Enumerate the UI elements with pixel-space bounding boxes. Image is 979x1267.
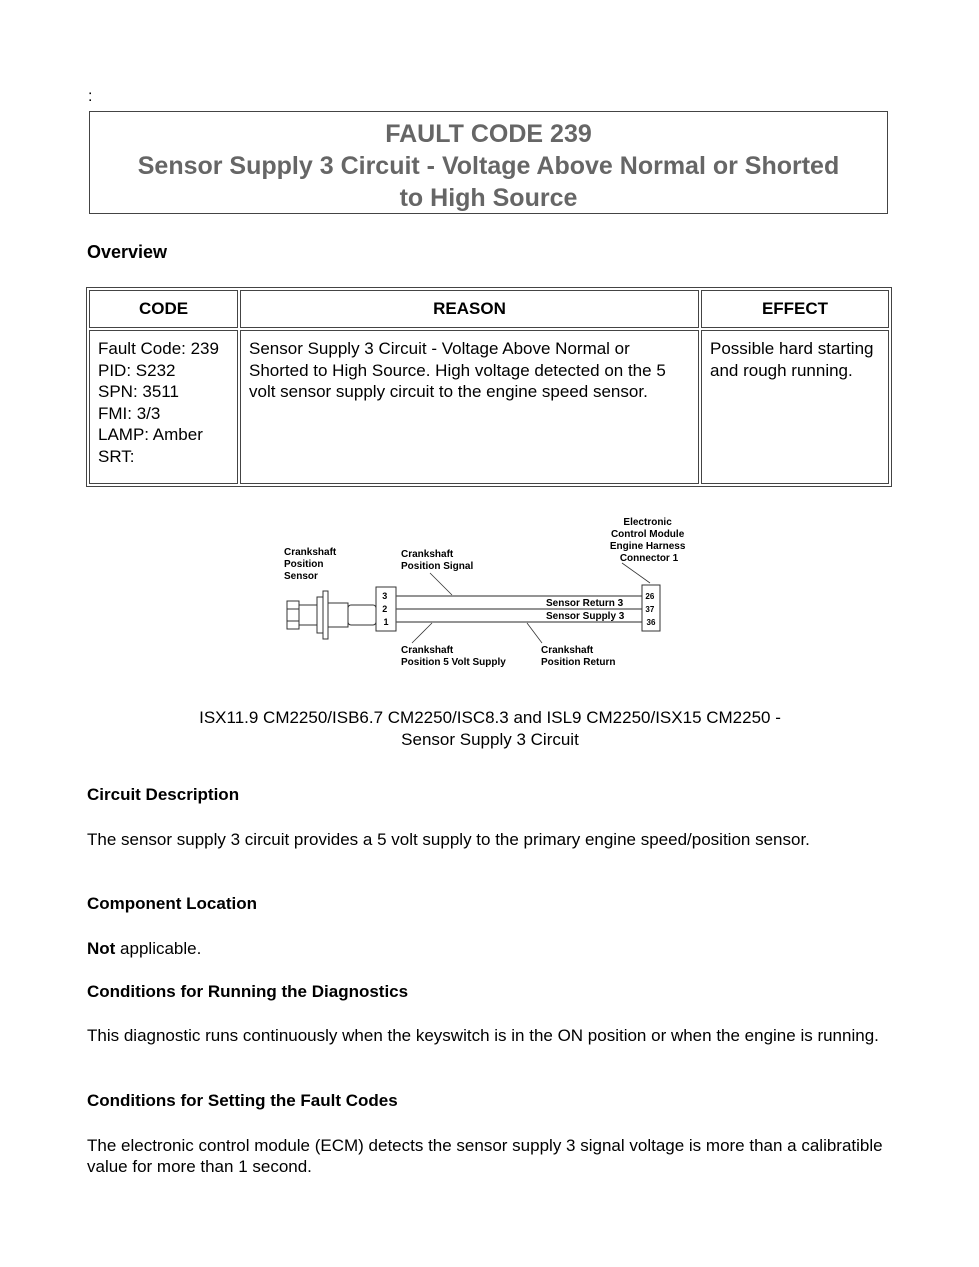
circuit-description-heading: Circuit Description (87, 785, 240, 804)
fault-code-subtitle: Sensor Supply 3 Circuit - Voltage Above Normal or Shorted to High Source (137, 152, 840, 212)
table-row (89, 330, 889, 484)
spn-line: SPN: 3511 (98, 382, 179, 401)
pid-line: PID: S232 (98, 360, 176, 380)
setting-conditions-text: The electronic control module (ECM) detects the sensor supply 3 signal voltage is more than a calibratible value for more than 1 second. (87, 1136, 883, 1176)
sensor-body-icon (287, 591, 376, 639)
lamp-line: LAMP: Amber (98, 425, 203, 444)
right-pin-numbers (645, 592, 656, 627)
pin-label: 37 (645, 605, 655, 614)
component-location-rest: applicable. (115, 939, 202, 958)
reason-cell: Sensor Supply 3 Circuit - Voltage Above Normal or Shorted to High Source. High voltage detected on the 5 volt sensor supply circuit to the engine speed sensor. (240, 330, 699, 484)
position-return-label-line: Position Return (541, 657, 616, 668)
pin-label: 2 (382, 604, 388, 614)
ecm-label-line: Engine Harness (609, 541, 686, 552)
component-location-text (87, 938, 897, 959)
circuit-diagram (282, 513, 702, 708)
position-return-label (541, 645, 615, 668)
supply-5v-label-line: Position 5 Volt Supply (401, 657, 506, 668)
component-location-heading: Component Location (87, 894, 257, 913)
sensor-label-line: Position (284, 559, 324, 570)
column-header-code: CODE (89, 290, 238, 328)
component-location-bold: Not (87, 939, 116, 958)
sensor-return-3-label: Sensor Return 3 (546, 598, 624, 609)
diagram-caption (140, 707, 840, 751)
fault-code-line: Fault Code: 239 (98, 339, 219, 358)
pin-label: 3 (382, 591, 388, 601)
column-header-effect: EFFECT (701, 290, 889, 328)
signal-label-line: Crankshaft (401, 549, 454, 560)
signal-label (401, 549, 473, 572)
ecm-label-line: Electronic (623, 517, 672, 528)
circuit-description-text: The sensor supply 3 circuit provides a 5 volt supply to the primary engine speed/position sensor. (87, 830, 810, 849)
running-conditions-text: This diagnostic runs continuously when the keyswitch is in the ON position or when the engine is running. (87, 1026, 879, 1045)
position-return-label-line: Crankshaft (541, 645, 594, 656)
sensor-label-line: Crankshaft (284, 547, 337, 558)
pin-label: 26 (645, 592, 655, 601)
running-conditions-heading: Conditions for Running the Diagnostics (87, 982, 409, 1001)
setting-conditions-heading: Conditions for Setting the Fault Codes (87, 1091, 398, 1110)
header-colon: : (88, 88, 93, 105)
overview-table (86, 287, 892, 487)
supply-5v-label-line: Crankshaft (401, 645, 454, 656)
sensor-label-line: Sensor (284, 571, 318, 582)
code-cell (89, 330, 238, 484)
sensor-label (284, 547, 339, 582)
srt-line: SRT: (98, 446, 135, 466)
pin-label: 1 (383, 617, 389, 627)
fault-title-box (89, 111, 888, 214)
caption-line: ISX11.9 CM2250/ISB6.7 CM2250/ISC8.3 and ISL9 CM2250/ISX15 CM2250 - (199, 708, 781, 727)
column-header-reason: REASON (240, 290, 699, 328)
table-header-row (89, 290, 889, 328)
caption-line: Sensor Supply 3 Circuit (401, 730, 579, 749)
overview-heading: Overview (87, 242, 168, 262)
ecm-label-line: Control Module (610, 529, 685, 540)
sensor-supply-3-label: Sensor Supply 3 (546, 611, 625, 622)
signal-label-line: Position Signal (401, 561, 474, 572)
supply-5v-label (401, 645, 506, 668)
ecm-label (610, 517, 688, 564)
fault-code-title: FAULT CODE 239 (385, 120, 592, 148)
effect-cell: Possible hard starting and rough running. (701, 330, 889, 484)
fmi-line: FMI: 3/3 (98, 403, 161, 423)
ecm-label-line: Connector 1 (619, 553, 679, 564)
pin-label: 36 (646, 618, 656, 627)
